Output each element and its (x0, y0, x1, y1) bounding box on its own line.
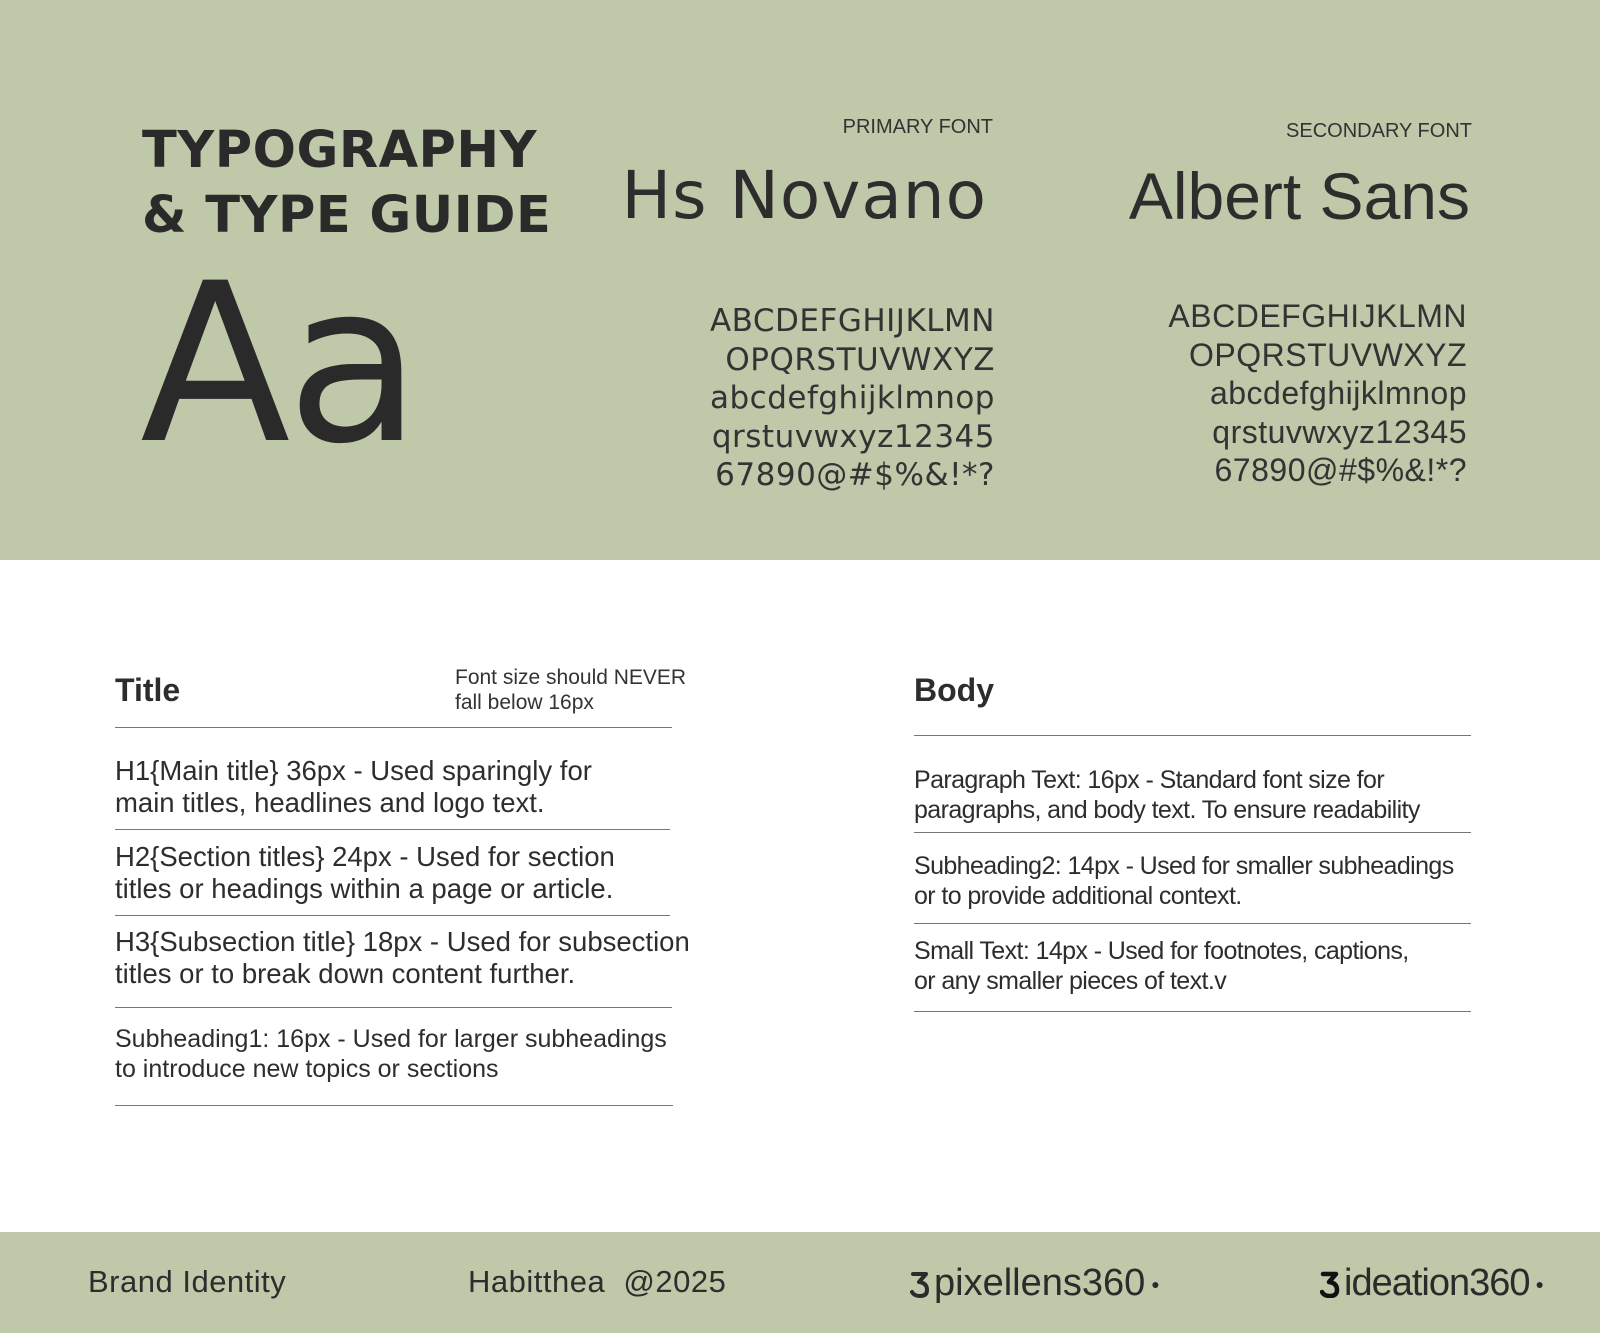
divider (914, 735, 1471, 736)
secondary-font-name: Albert Sans (1128, 159, 1470, 233)
entry-line: Subheading2: 14px - Used for smaller subheadings (914, 852, 1454, 880)
title-entry-subheading1 (115, 1024, 835, 1084)
note-line: Font size should NEVER (455, 666, 687, 689)
title-entry-h1 (115, 755, 715, 819)
secondary-font-label: SECONDARY FONT (1286, 120, 1472, 142)
entry-line: H2{Section titles} 24px - Used for section (115, 841, 615, 872)
page-title (142, 118, 551, 248)
charset-line: abcdefghijklmnop (710, 380, 995, 416)
entry-line: or any smaller pieces of text.v (914, 967, 1227, 995)
entry-line: Small Text: 14px - Used for footnotes, captions, (914, 937, 1409, 965)
charset-line: ABCDEFGHIJKLMN (709, 303, 995, 339)
charset-line: abcdefghijklmnop (1209, 375, 1467, 411)
primary-font-charset (710, 302, 995, 495)
divider (914, 832, 1471, 833)
divider (914, 1011, 1471, 1012)
secondary-font-charset (1168, 297, 1467, 490)
primary-font-name: Hs Novano (621, 157, 987, 234)
type-specimen: Aa (140, 236, 418, 492)
footer-brand-identity: Brand Identity (88, 1264, 287, 1299)
divider (115, 915, 670, 916)
entry-line: titles or to break down content further. (115, 958, 576, 989)
logo-dot-icon: ● (1151, 1275, 1160, 1292)
divider (115, 1105, 673, 1106)
body-entry-subheading2 (914, 851, 1554, 911)
charset-line: ABCDEFGHIJKLMN (1168, 298, 1467, 334)
primary-font-label: PRIMARY FONT (842, 116, 993, 138)
entry-line: paragraphs, and body text. To ensure readability (914, 796, 1420, 824)
entry-line: or to provide additional context. (914, 882, 1242, 910)
logo-text: ideation360 (1344, 1262, 1530, 1304)
charset-line: 67890@#$%&!*? (715, 457, 995, 493)
entry-line: Paragraph Text: 16px - Standard font size for (914, 766, 1385, 794)
divider (914, 923, 1471, 924)
logo-dot-icon: ● (1535, 1275, 1544, 1292)
divider (115, 1007, 672, 1008)
entry-line: H1{Main title} 36px - Used sparingly for (115, 755, 592, 786)
page-title-line1: TYPOGRAPHY (142, 121, 538, 180)
charset-line: 67890@#$%&!*? (1214, 452, 1467, 488)
charset-line: OPQRSTUVWXYZ (725, 341, 995, 378)
divider (115, 829, 670, 830)
entry-line: to introduce new topics or sections (115, 1055, 499, 1083)
body-entry-small-text (914, 936, 1514, 996)
body-column-heading: Body (914, 672, 994, 708)
brand-mark-icon (1320, 1270, 1340, 1298)
title-column-heading: Title (115, 672, 181, 708)
title-entry-h2 (115, 841, 735, 905)
logo-text: pixellens360 (934, 1262, 1146, 1304)
title-entry-h3 (115, 926, 835, 990)
footer-project: Habitthea @2025 (468, 1264, 727, 1299)
font-size-note (455, 665, 715, 715)
entry-line: H3{Subsection title} 18px - Used for subsection (115, 926, 690, 957)
note-line: fall below 16px (455, 691, 594, 714)
body-entry-paragraph (914, 765, 1514, 825)
page-title-line2: & TYPE GUIDE (142, 186, 552, 245)
charset-line: qrstuvwxyz12345 (711, 418, 995, 455)
entry-line: titles or headings within a page or article. (115, 873, 614, 904)
pixellens360-logo (910, 1262, 1160, 1305)
charset-line: qrstuvwxyz12345 (1212, 413, 1467, 450)
divider (115, 727, 672, 728)
brand-mark-icon (910, 1270, 930, 1298)
ideation360-logo (1320, 1262, 1544, 1305)
charset-line: OPQRSTUVWXYZ (1188, 336, 1467, 373)
entry-line: Subheading1: 16px - Used for larger subheadings (115, 1025, 667, 1053)
entry-line: main titles, headlines and logo text. (115, 787, 545, 818)
